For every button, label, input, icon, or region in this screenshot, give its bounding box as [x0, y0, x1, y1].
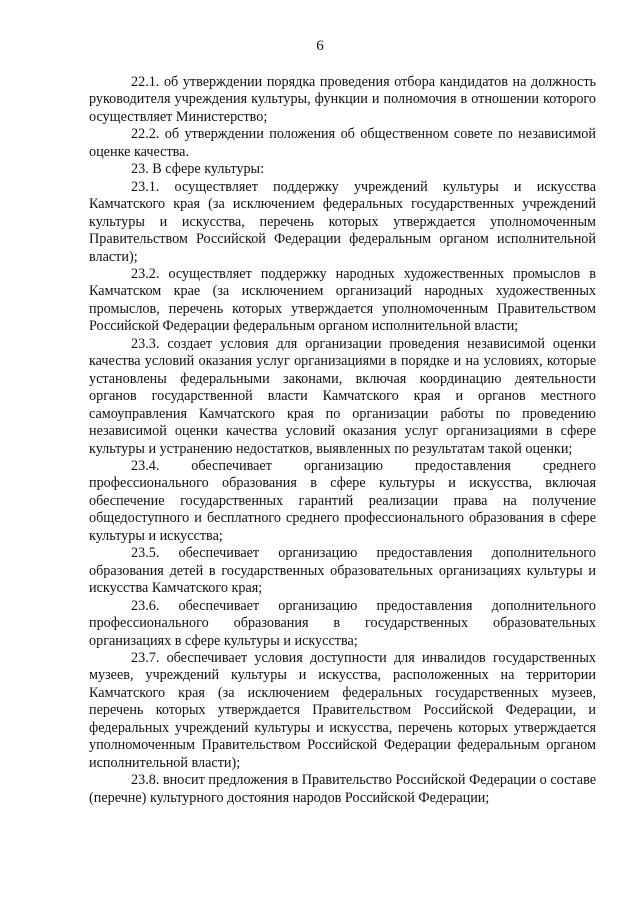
- paragraph-23-8: 23.8. вносит предложения в Правительство Российской Федерации о составе (перечне) культурного достояния народов Российской Федерации;: [89, 772, 596, 806]
- paragraph-22-2: 22.2. об утверждении положения об общественном совете по независимой оценке качества.: [89, 126, 596, 160]
- page-number: 6: [316, 38, 324, 54]
- paragraph-23-7: 23.7. обеспечивает условия доступности для инвалидов государственных музеев, учреждений культуры и искусства, расположенных на территории Камчатского края (за исключением федеральных государственных музеев, перечень которых утверждается Правительством Российской Федерации, и федеральных учреждений культуры и искусства, перечень которых утверждается уполномоченным Правительством Российской Федерации федеральным органом исполнительной власти);: [89, 649, 596, 771]
- paragraph-23-1: 23.1. осуществляет поддержку учреждений культуры и искусства Камчатского края (за исключением федеральных государственных учреждений культуры и искусства, перечень которых утверждается уполномоченным Правительством Российской Федерации федеральным органом исполнительной власти);: [89, 178, 596, 265]
- paragraph-22-1: 22.1. об утверждении порядка проведения отбора кандидатов на должность руководителя учреждения культуры, функции и полномочия в отношении которого осуществляет Министерство;: [89, 74, 596, 125]
- paragraph-23-2: 23.2. осуществляет поддержку народных художественных промыслов в Камчатском крае (за исключением организаций народных художественных промыслов, перечень которых утверждается уполномоченным Правительством Российской Федерации федеральным органом исполнительной власти;: [89, 265, 596, 335]
- paragraph-23-5: 23.5. обеспечивает организацию предоставления дополнительного образования детей в государственных образовательных организациях культуры и искусства Камчатского края;: [89, 545, 596, 597]
- paragraph-23-heading: 23. В сфере культуры:: [131, 161, 265, 178]
- paragraph-23-4: 23.4. обеспечивает организацию предоставления среднего профессионального образования в сфере культуры и искусства, включая обеспечение государственных гарантий реализации права на получение общедоступного и бесплатного среднего профессионального образования в сфере культуры и искусства;: [89, 457, 596, 544]
- document-body: [89, 74, 596, 807]
- paragraph-23-3: 23.3. создает условия для организации проведения независимой оценки качества условий оказания услуг организациями в порядке и на условиях, которые установлены федеральными законами, включая координацию деятельности органов государственной власти Камчатского края и органов местного самоуправления Камчатского края по организации работы по проведению независимой оценки качества условий оказания услуг организациями в сфере культуры и устранению недостатков, выявленных по результатам такой оценки;: [89, 335, 596, 457]
- paragraph-23-6: 23.6. обеспечивает организацию предоставления дополнительного профессионального образования в государственных образовательных организациях в сфере культуры и искусства;: [89, 597, 596, 649]
